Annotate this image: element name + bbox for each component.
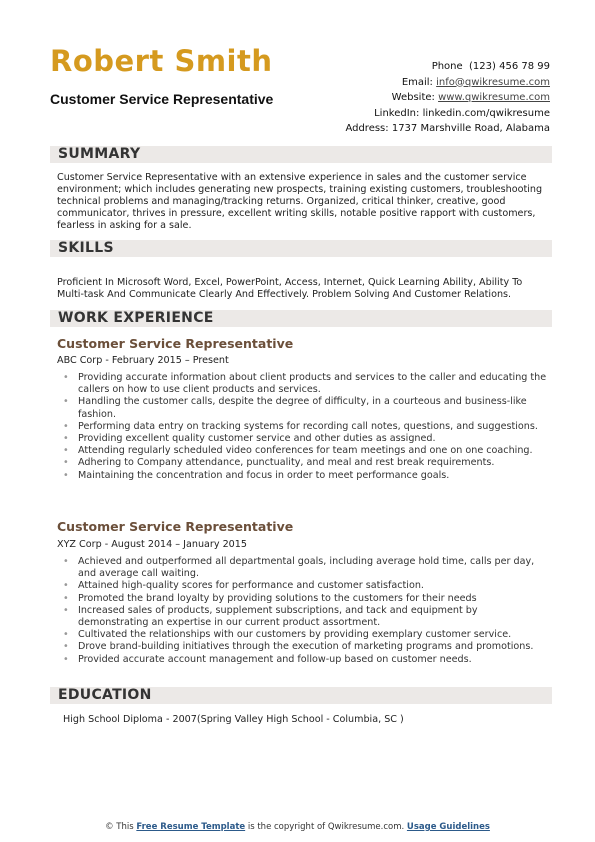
job-2-bullets [57, 556, 551, 666]
list-item: • Maintaining the concentration and focus in order to meet performance goals. [57, 470, 551, 482]
contact-phone [345, 59, 550, 75]
list-item: • Promoted the brand loyalty by providing solutions to the customers for their needs [57, 593, 551, 605]
job-1-title: Customer Service Representative [57, 336, 294, 351]
contact-block [345, 59, 550, 137]
usage-guidelines-link[interactable]: Usage Guidelines [406, 822, 490, 832]
education-heading: EDUCATION [58, 687, 152, 703]
summary-text: Customer Service Representative with an extensive experience in sales and the customer service environment; which includes generating new prospects, training existing customers, troubleshooting technical problems and managing/tracking returns. Organized, critical thinker, creative, good communicator, thrives in pressure, excellent writing skills, notable positive rapport with customers, fearless in asking for a sale. [57, 172, 543, 231]
website-label: Website: [391, 92, 435, 103]
phone-value: (123) 456 78 99 [469, 61, 550, 72]
job-1-company: ABC Corp - February 2015 – Present [57, 355, 229, 366]
linkedin-label: LinkedIn: [374, 107, 420, 119]
education-section-bar [50, 687, 552, 704]
list-item: • Attained high-quality scores for performance and customer satisfaction. [57, 580, 551, 592]
skills-section-bar [50, 240, 552, 257]
list-item: • Performing data entry on tracking systems for recording call notes, questions, and suggestions. [57, 421, 551, 433]
linkedin-value: linkedin.com/qwikresume [422, 107, 550, 119]
list-item: • Achieved and outperformed all departmental goals, including average hold time, calls per day, and average call waiting. [57, 556, 551, 580]
footer-prefix: © This [105, 822, 137, 832]
footer-middle: is the copyright of Qwikresume.com. [245, 822, 407, 832]
job-2-title: Customer Service Representative [57, 519, 294, 534]
free-resume-template-link[interactable]: Free Resume Template [136, 822, 246, 832]
email-label: Email: [401, 76, 433, 88]
list-item: • Attending regularly scheduled video conferences for team meetings and one on one coaching. [57, 445, 551, 457]
contact-website [345, 90, 550, 106]
website-link[interactable]: www.qwikresume.com [438, 92, 550, 103]
list-item: • Providing excellent quality customer service and other duties as assigned. [57, 433, 551, 445]
job-2-company: XYZ Corp - August 2014 – January 2015 [57, 539, 247, 550]
email-link[interactable]: info@qwikresume.com [436, 76, 550, 88]
contact-email [345, 75, 550, 91]
candidate-name: Robert Smith [50, 44, 273, 78]
list-item: • Adhering to Company attendance, punctuality, and meal and rest break requirements. [57, 457, 551, 469]
education-text: High School Diploma - 2007(Spring Valley High School - Columbia, SC ) [63, 714, 404, 725]
contact-address [345, 121, 550, 137]
address-label: Address: [345, 123, 389, 134]
footer [0, 822, 595, 832]
list-item: • Drove brand-building initiatives through the execution of marketing programs and promotions. [57, 641, 551, 653]
job-1-bullets [57, 372, 551, 482]
experience-heading: WORK EXPERIENCE [58, 310, 214, 326]
summary-heading: SUMMARY [58, 146, 141, 162]
list-item: • Providing accurate information about client products and services to the caller and educating the callers on how to use client products and services. [57, 372, 551, 396]
phone-label: Phone [431, 61, 463, 72]
list-item: • Increased sales of products, supplement subscriptions, and tack and equipment by demonstrating an expertise in our current product assortment. [57, 605, 551, 629]
contact-linkedin [345, 106, 550, 122]
summary-section-bar [50, 146, 552, 163]
list-item: • Cultivated the relationships with our customers by providing exemplary customer service. [57, 629, 551, 641]
skills-text: Proficient In Microsoft Word, Excel, PowerPoint, Access, Internet, Quick Learning Ability, Ability To Multi-task And Communicate Clearly And Effectively. Problem Solving And Customer Relations. [57, 277, 523, 300]
experience-section-bar [50, 310, 552, 327]
skills-heading: SKILLS [58, 240, 114, 256]
list-item: • Handling the customer calls, despite the degree of difficulty, in a courteous and business-like fashion. [57, 396, 551, 420]
candidate-title: Customer Service Representative [50, 91, 274, 107]
address-value: 1737 Marshville Road, Alabama [391, 123, 550, 134]
list-item: • Provided accurate account management and follow-up based on customer needs. [57, 654, 551, 666]
